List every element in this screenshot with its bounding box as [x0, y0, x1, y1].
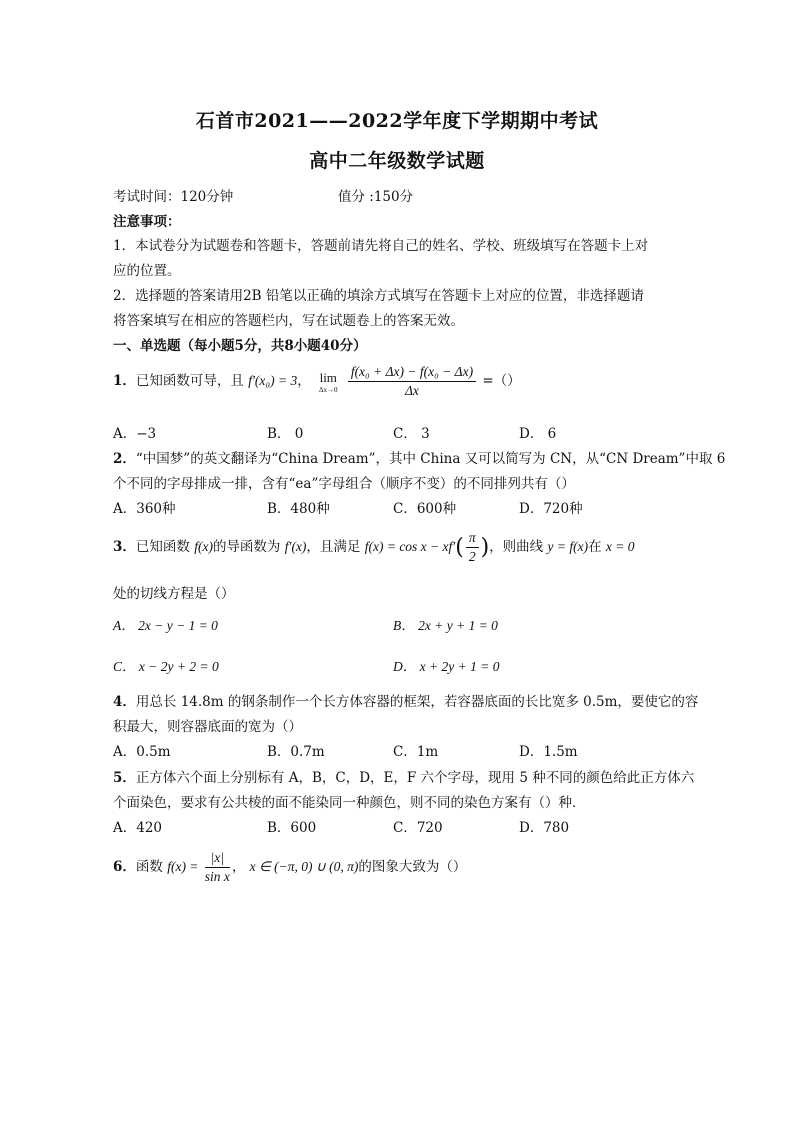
- question-stem: 已知函数: [135, 539, 190, 555]
- question-stem: ，: [297, 373, 311, 389]
- question-4-line-2: 积最大，则容器底面的宽为（）: [113, 719, 302, 735]
- question-stem: 正方体六个面上分别标有 A，B，C，D，E，F 六个字母，现用 5 种不同的颜色给此正方体六: [135, 770, 695, 786]
- question-4-line-1: [113, 690, 698, 710]
- option-d[interactable]: D． x + 2y + 1 = 0: [393, 659, 500, 674]
- option-c[interactable]: C． 3: [393, 426, 430, 442]
- question-number: 2．: [113, 451, 136, 467]
- question-number: 4．: [113, 694, 136, 710]
- question-stem: 已知函数可导，且: [135, 373, 244, 389]
- question-6: [113, 850, 466, 885]
- fraction-denominator: sin x: [204, 869, 230, 884]
- option-d[interactable]: D． 6: [519, 426, 557, 442]
- section-heading: 一、单选题（每小题5分，共8小题40分）: [113, 338, 367, 354]
- question-stem: 在: [588, 539, 602, 555]
- math-condition: f′(x₀) = 3: [248, 373, 298, 388]
- limit-symbol: lim: [319, 369, 337, 385]
- exam-subtitle: 高中二年级数学试题: [309, 150, 485, 172]
- option-d[interactable]: D．720种: [519, 501, 583, 517]
- option-b[interactable]: B．600: [267, 820, 317, 836]
- option-d[interactable]: D．780: [519, 820, 570, 836]
- math-derivative: f′(x): [284, 539, 307, 554]
- fraction-numerator: π: [466, 530, 479, 548]
- fraction-numerator: f(x₀ + Δx) − f(x₀ − Δx): [348, 364, 476, 382]
- limit-subscript: Δx→0: [319, 385, 338, 394]
- question-2-line-1: [113, 447, 725, 467]
- question-stem: 的导函数为: [212, 539, 281, 555]
- option-d[interactable]: D．1.5m: [519, 744, 578, 760]
- math-function: f(x): [194, 539, 213, 554]
- fraction-numerator: |x|: [205, 850, 230, 868]
- option-c[interactable]: C．600种: [393, 501, 457, 517]
- question-stem: ，: [231, 859, 246, 875]
- fraction: [348, 364, 476, 399]
- note-2-line-2: 将答案填写在相应的答题栏内，写在试题卷上的答案无效。: [113, 313, 464, 329]
- option-c[interactable]: C．720: [393, 820, 443, 836]
- question-stem: ，则曲线: [489, 539, 544, 555]
- exam-time: 考试时间：120分钟: [113, 189, 234, 205]
- question-3-line-1: 3．已知函数 f(x)的导函数为 f′(x)，且满足 f(x) = cos x − xf′( $\frac{\pi}{2}$ )，则曲线 y = f(x)在 x = 0: [113, 530, 635, 564]
- math-curve: y = f(x): [547, 539, 589, 554]
- question-stem: 的图象大致为（）: [358, 859, 467, 875]
- question-number: 1．: [113, 373, 136, 389]
- question-5-line-1: [113, 766, 694, 786]
- question-stem: =（）: [482, 373, 521, 389]
- question-3-line-2: 处的切线方程是（）: [113, 586, 235, 602]
- option-b[interactable]: B．480种: [267, 501, 330, 517]
- option-c[interactable]: C． x − 2y + 2 = 0: [113, 659, 219, 674]
- question-stem: “中国梦”的英文翻译为“China Dream”，其中 China 又可以简写为 CN，从“CN Dream”中取 6: [135, 451, 726, 467]
- question-stem: 用总长 14.8m 的钢条制作一个长方体容器的框架，若容器底面的长比宽多 0.5m，要使它的容: [135, 694, 699, 710]
- option-b[interactable]: B．0.7m: [267, 744, 325, 760]
- notes-title: 注意事项：: [113, 214, 181, 230]
- question-number: 5．: [113, 770, 136, 786]
- fraction-denominator: Δx: [404, 383, 419, 398]
- option-b[interactable]: B． 2x + y + 1 = 0: [393, 618, 498, 633]
- math-equation: f(x) = cos x − xf′: [364, 539, 456, 554]
- limit-expression: [319, 370, 338, 394]
- fraction-denominator: 2: [468, 549, 476, 564]
- fraction: [205, 850, 230, 885]
- question-number: 3．: [113, 539, 136, 555]
- option-a[interactable]: A．0.5m: [113, 744, 171, 760]
- question-5-line-2: 个面染色，要求有公共棱的面不能染同一种颜色，则不同的染色方案有（）种．: [113, 795, 586, 811]
- exam-score: 值分 :150分: [338, 189, 414, 205]
- option-a[interactable]: A．−3: [113, 426, 157, 442]
- option-c[interactable]: C．1m: [393, 744, 439, 760]
- question-1: [113, 364, 521, 399]
- math-point: x = 0: [605, 539, 635, 554]
- question-number: 6．: [113, 859, 136, 875]
- note-1-line-2: 应的位置。: [113, 263, 181, 279]
- note-2-line-1: 2．选择题的答案请用2B 铅笔以正确的填涂方式填写在答题卡上对应的位置，非选择题请: [113, 288, 644, 304]
- option-a[interactable]: A．360种: [113, 501, 176, 517]
- note-1-line-1: 1．本试卷分为试题卷和答题卡，答题前请先将自己的姓名、学校、班级填写在答题卡上对: [113, 238, 649, 254]
- option-a[interactable]: A． 2x − y − 1 = 0: [113, 618, 218, 633]
- question-stem: ，且满足: [306, 539, 361, 555]
- question-stem: 函数: [135, 859, 163, 875]
- math-function: f(x) =: [167, 859, 199, 874]
- option-b[interactable]: B． 0: [267, 426, 304, 442]
- fraction: [466, 530, 479, 565]
- question-2-line-2: 个不同的字母排成一排，含有“ea”字母组合（顺序不变）的不同排列共有（）: [113, 476, 575, 492]
- option-a[interactable]: A．420: [113, 820, 163, 836]
- math-domain: x ∈ (−π, 0) ∪ (0, π): [249, 859, 359, 874]
- exam-title: 石首市2021——2022学年度下学期期中考试: [195, 110, 599, 132]
